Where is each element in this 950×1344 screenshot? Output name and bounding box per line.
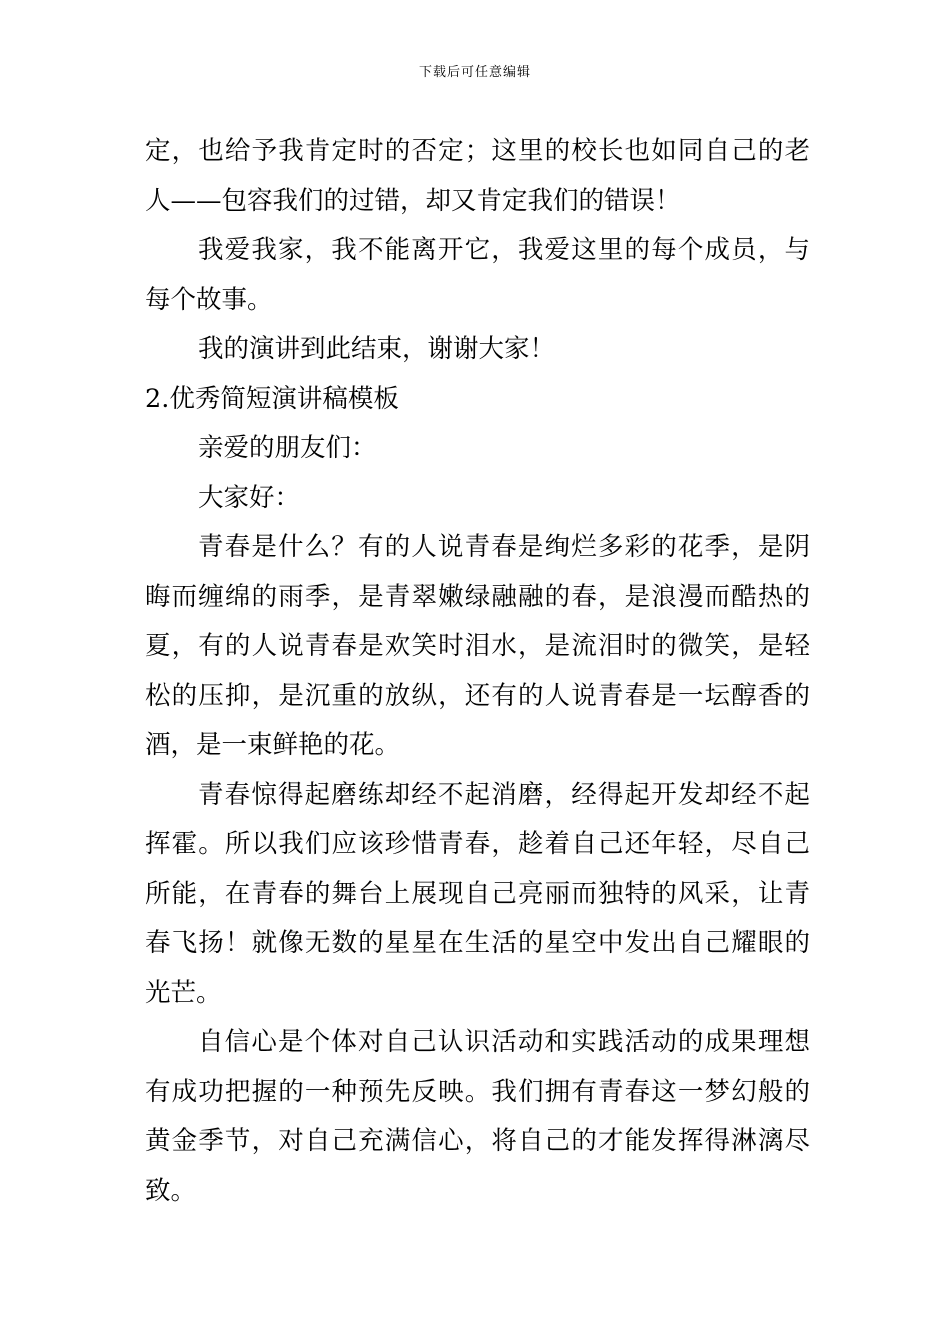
text-line: 春飞扬！就像无数的星星在生活的星空中发出自己耀眼的	[145, 928, 810, 958]
text-line: 人——包容我们的过错，却又肯定我们的错误！	[145, 185, 681, 216]
text-line: 挥霍。所以我们应该珍惜青春，趁着自己还年轻，尽自己	[145, 829, 810, 859]
document-body	[145, 127, 810, 1216]
text-line: 酒，是一束鲜艳的花。	[145, 730, 401, 760]
text-line: 定，也给予我肯定时的否定；这里的校长也如同自己的老	[145, 136, 810, 166]
text-line: 黄金季节，对自己充满信心，将自己的才能发挥得淋漓尽	[145, 1126, 810, 1156]
text-line: 我的演讲到此结束，谢谢大家！	[198, 334, 556, 364]
text-line: 致。	[145, 1175, 197, 1206]
text-line: 青春惊得起磨练却经不起消磨，经得起开发却经不起	[198, 779, 810, 810]
text-line: 2.优秀简短演讲稿模板	[145, 383, 399, 414]
text-line: 亲爱的朋友们：	[198, 433, 377, 463]
text-line: 青春是什么？有的人说青春是绚烂多彩的花季，是阴	[198, 532, 810, 562]
text-line: 有成功把握的一种预先反映。我们拥有青春这一梦幻般的	[145, 1076, 810, 1107]
text-line: 大家好：	[198, 482, 301, 513]
text-line: 晦而缠绵的雨季，是青翠嫩绿融融的春，是浪漫而酷热的	[145, 581, 810, 612]
text-line: 所能，在青春的舞台上展现自己亮丽而独特的风采，让青	[145, 878, 810, 909]
text-line: 夏，有的人说青春是欢笑时泪水，是流泪时的微笑，是轻	[145, 631, 810, 661]
text-line: 我爱我家，我不能离开它，我爱这里的每个成员，与	[198, 235, 810, 265]
text-line: 每个故事。	[145, 284, 273, 315]
text-line: 光芒。	[145, 977, 222, 1008]
text-line: 松的压抑，是沉重的放纵，还有的人说青春是一坛醇香的	[145, 680, 810, 711]
page-header-note: 下载后可任意编辑	[418, 65, 531, 80]
text-line: 自信心是个体对自己认识活动和实践活动的成果理想	[198, 1027, 810, 1057]
